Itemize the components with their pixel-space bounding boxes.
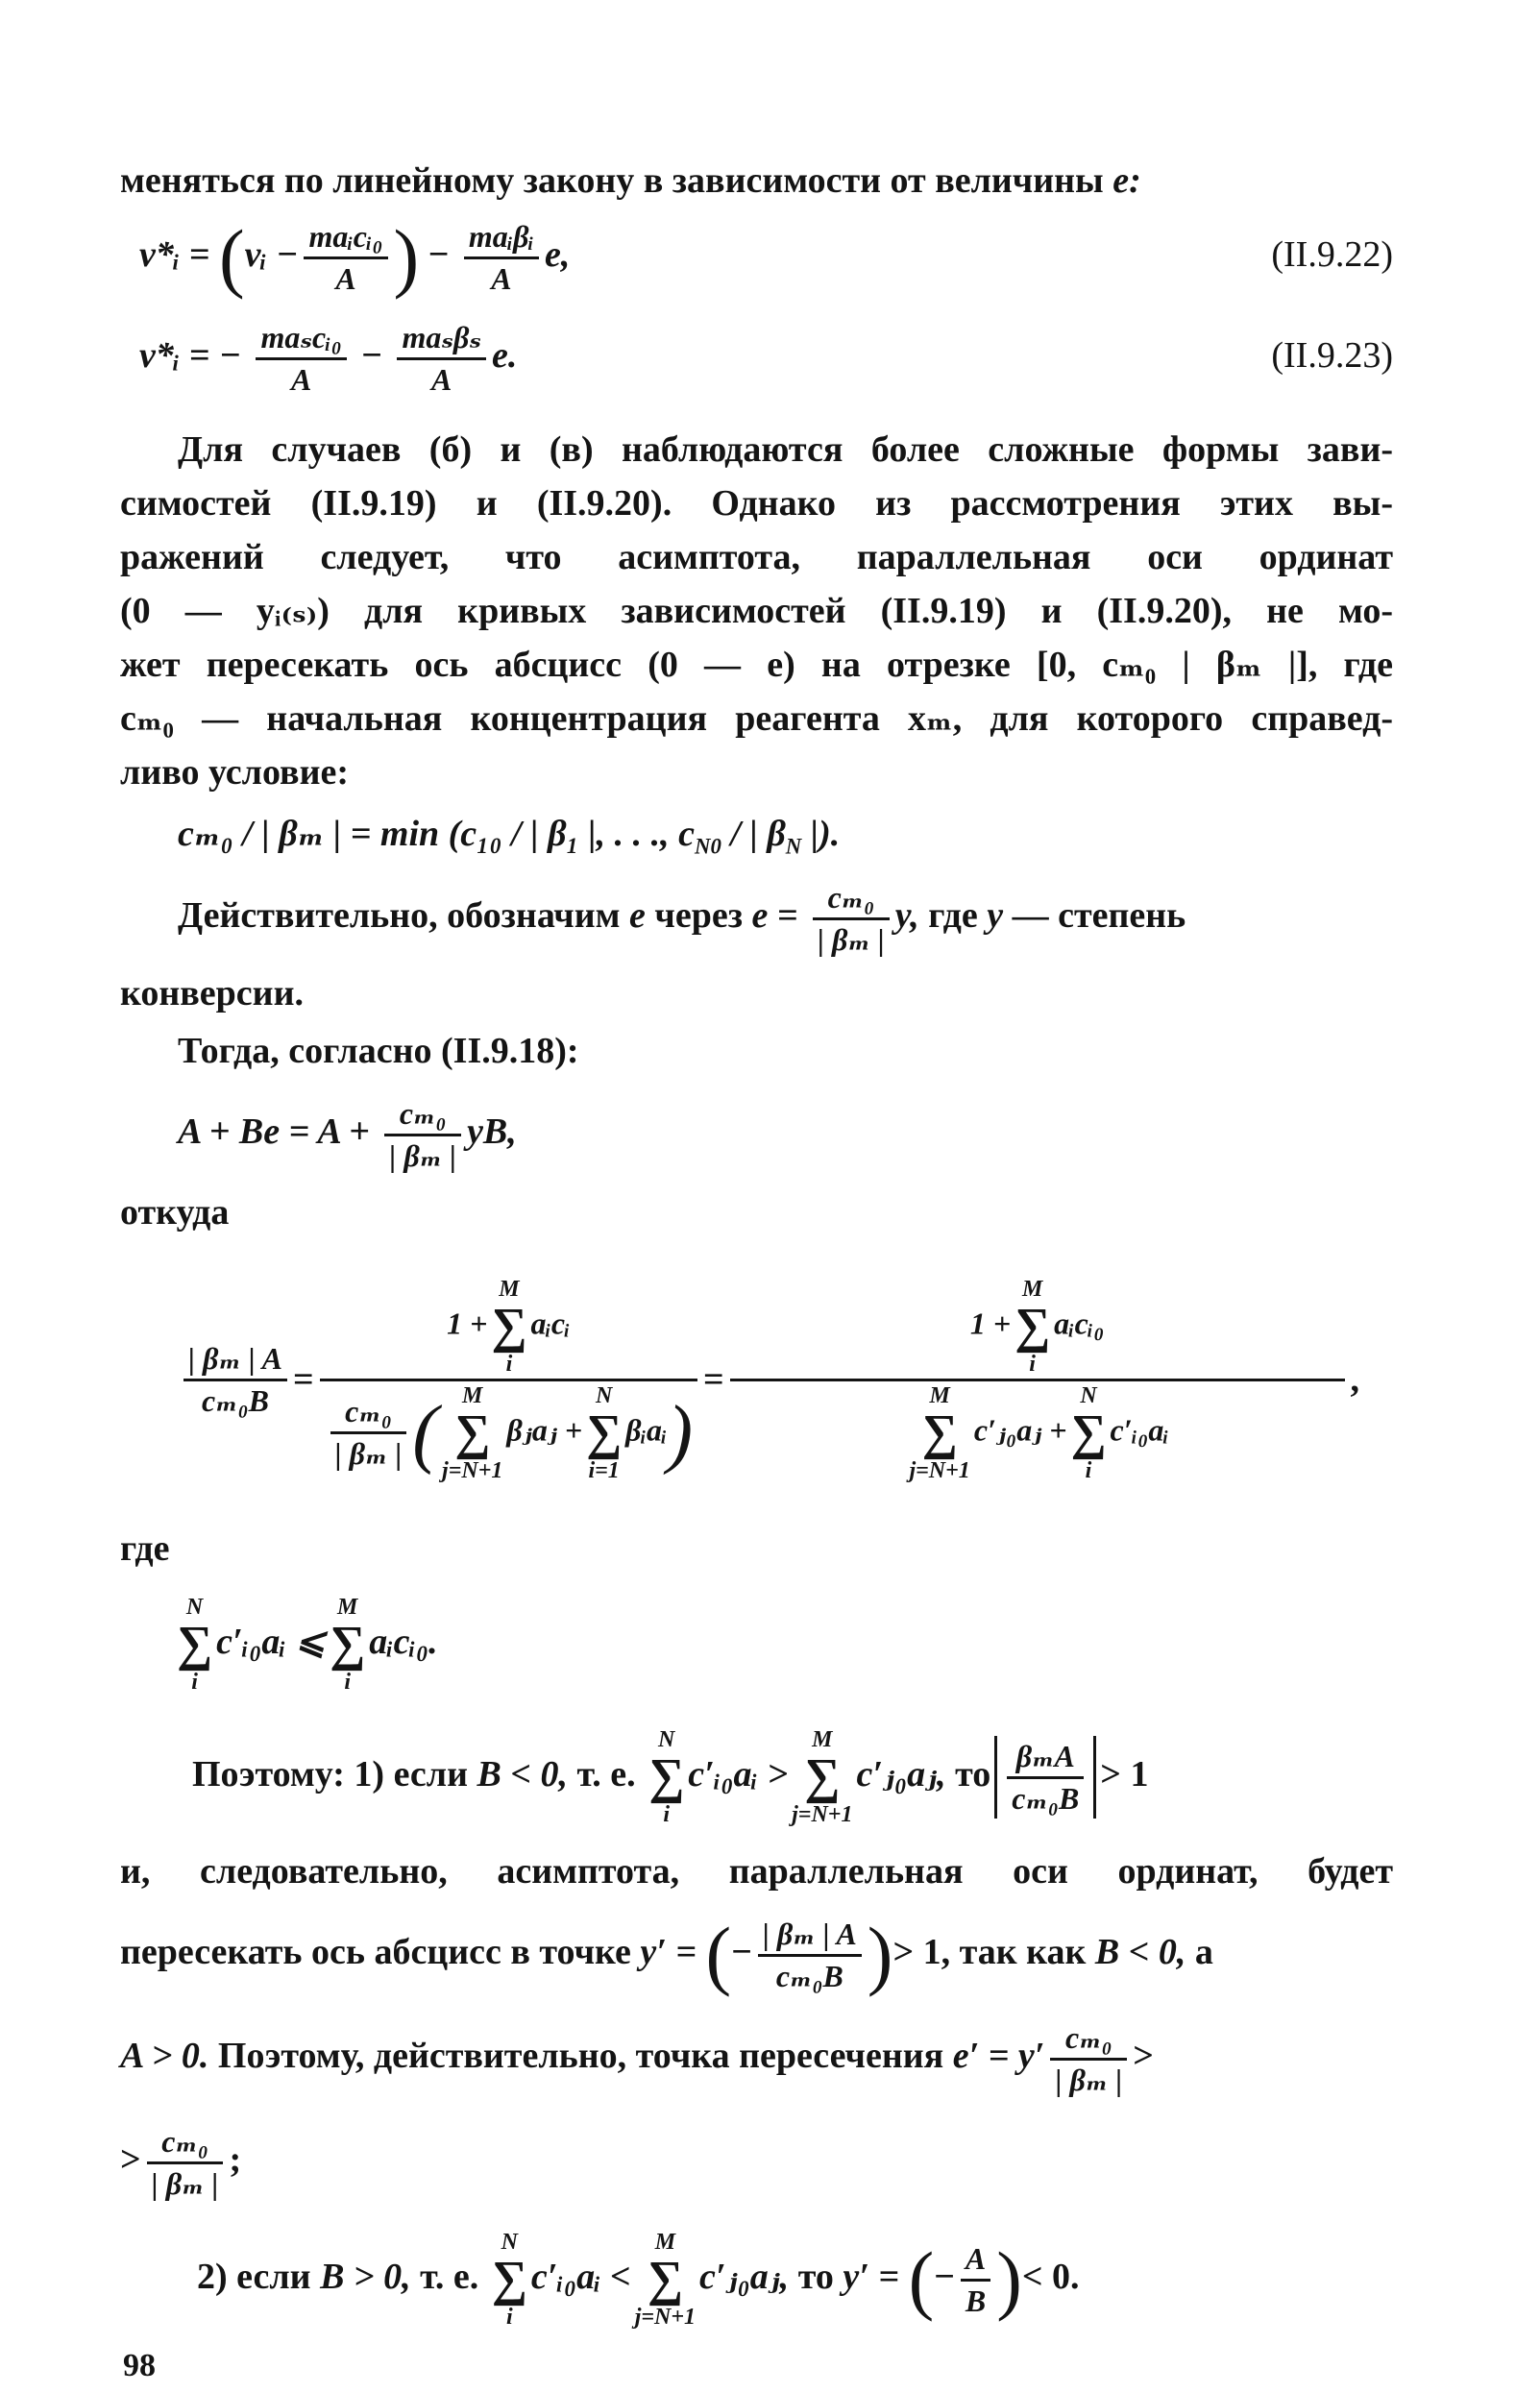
math: B < 0, [477,1754,568,1795]
math: e, [544,234,571,275]
math: e′ = y′ [952,2036,1045,2076]
limit: j=N+1 [634,2305,697,2331]
text-line [178,869,1393,962]
abs-bar [994,1736,997,1819]
numerator: cₘ₀ [330,1394,407,1434]
fraction [730,1277,1345,1483]
denominator: | βₘ | [151,2165,219,2201]
numerator: A [961,2241,990,2282]
case-1-line [192,1712,1393,1837]
numerator: | βₘ | A [183,1341,287,1381]
fraction [384,1096,461,1174]
limit: N [185,1595,204,1621]
math: B < 0, [1094,1932,1186,1972]
sum-operator: M ∑ i [1014,1276,1051,1377]
sum-operator: N ∑ i [177,1595,213,1696]
math: yB, [467,1111,517,1152]
math: |). [801,814,841,854]
numerator: maᵢcᵢ₀ [304,219,387,259]
limit: N [1080,1382,1097,1408]
denominator [320,1381,697,1483]
math: e = [751,895,807,936]
limit: i [344,1670,351,1696]
text-line: Для случаев (б) и (в) наблюдаются более сложные формы зави- [178,429,1393,470]
math: − [419,234,458,275]
math: ν*ᵢ = − [139,335,251,376]
math: c′ᵢ₀aᵢ [1110,1411,1169,1447]
math: ν*ᵢ = [139,234,219,275]
math: 1 + [969,1305,1012,1340]
math: A + Be = A + [178,1111,379,1152]
denominator: cₘ₀B [201,1382,269,1418]
denominator: A [431,361,452,397]
equation-number: (II.9.23) [1271,335,1393,376]
math: c′ᵢ₀aᵢ < [530,2257,631,2297]
math: = [292,1359,314,1400]
sum-operator: M ∑ j=N+1 [792,1727,853,1828]
fraction [320,1277,697,1483]
text-line: ражений следует, что асимптота, параллельная оси ординат [120,537,1393,577]
fraction [147,2124,224,2202]
text-line: Тогда, согласно (II.9.18): [178,1031,579,1071]
text-line: где [120,1528,170,1569]
limit: M [654,2230,676,2256]
denominator: A [491,260,512,296]
math: − [352,335,392,376]
fraction [961,2241,990,2319]
math: y′ = [640,1932,706,1972]
limit: j=N+1 [909,1457,970,1483]
limit: i [505,1351,513,1377]
math: − [731,1932,752,1972]
math: y [987,895,1004,936]
sum-operator: N ∑ i [491,2230,527,2331]
denominator: cₘ₀B [775,1958,843,1993]
limit: j=N+1 [442,1457,503,1483]
denominator: cₘ₀B [1012,1780,1080,1816]
limit: i=1 [588,1457,620,1483]
numerator: cₘ₀ [384,1096,461,1136]
text: а [1186,1932,1213,1972]
math: aᵢcᵢ₀ [1054,1305,1105,1340]
paren: ( [705,1913,732,1998]
limit: M [336,1595,358,1621]
text: где [918,895,988,936]
text-line [120,2008,1393,2104]
denominator: | βₘ | [334,1436,403,1471]
equation-a-be [178,1084,1451,1180]
paren: ) [867,1913,893,1998]
paren: ) [996,2237,1022,2323]
text: так как [950,1932,1095,1972]
math: y′ = [843,2257,909,2297]
fraction [1007,1739,1084,1817]
limit: i [663,1802,671,1828]
paren: ) [667,1390,694,1476]
math: > 1, [892,1932,951,1972]
math: c′ⱼ₀aⱼ, [856,1754,946,1795]
limit: M [929,1382,950,1408]
text: т. е. [568,1754,646,1795]
equation-inequality [173,1579,1446,1704]
math: / | β [721,814,786,854]
math: e. [491,335,518,376]
math: e [629,895,646,936]
text-line: ливо условие: [120,752,349,793]
text: Действительно, обозначим [178,895,630,936]
numerator: βₘA [1007,1739,1084,1779]
text-line: (0 — yᵢ₍ₛ₎) для кривых зависимостей (II.9.19) и (II.9.20), не мо- [120,591,1393,631]
equation-II-9-22 [120,207,1393,303]
text: пересекать ось абсцисс в точке [120,1932,641,1972]
text-line: cₘ₀ — начальная концентрация реагента xₘ, для которого справед- [120,698,1393,739]
denominator: | βₘ | [818,921,885,957]
numerator: cₘ₀ [1050,2020,1127,2061]
sum-operator: N ∑ i [648,1727,685,1828]
paren: ) [393,215,420,301]
limit: M [812,1727,833,1753]
abs-bar [1093,1736,1096,1819]
text: Поэтому: 1) если [192,1754,477,1795]
math: N0 [695,834,721,859]
math: y, [894,895,919,936]
math: > [120,2139,141,2180]
math: aᵢcᵢ [530,1305,571,1340]
text: — степень [1003,895,1186,936]
fraction [330,1394,407,1472]
equation-min [178,807,1451,874]
math: 1 + [447,1305,488,1340]
limit: i [505,2305,513,2331]
limit: j=N+1 [792,1802,853,1828]
math: βⱼaⱼ + [506,1411,583,1447]
numerator: cₘ₀ [813,880,890,920]
text-line [120,2112,1393,2208]
paragraph [120,423,1393,799]
limit: M [499,1276,520,1302]
math: ; [229,2139,242,2180]
fraction [1050,2020,1127,2098]
fraction [813,880,890,958]
fraction [304,219,387,297]
sum-operator: M ∑ j=N+1 [634,2230,697,2331]
fraction [183,1341,287,1419]
limit: M [462,1382,483,1408]
text: меняться по линейному закону в зависимости от величины [120,160,1113,201]
math: N [785,834,802,859]
equation-II-9-23 [120,307,1393,403]
sum-operator: M ∑ j=N+1 [909,1382,970,1483]
sum-operator: M ∑ i [330,1595,366,1696]
math: , [1350,1359,1359,1400]
math: < 0. [1021,2257,1080,2297]
math: aᵢcᵢ₀. [369,1622,438,1662]
limit: N [658,1727,675,1753]
text: через [645,895,752,936]
math: c′ᵢ₀aᵢ ⩽ [216,1622,327,1662]
denominator: A [335,260,356,296]
text: 2) если [197,2257,321,2297]
denominator: | βₘ | [1055,2062,1123,2097]
equation-ratio [178,1245,1359,1514]
math: = [703,1359,724,1400]
math: A > 0. [120,2036,209,2076]
numerator: | βₘ | A [758,1917,862,1957]
math: − [934,2257,955,2297]
sum-operator: N ∑ i=1 [586,1382,623,1483]
math-var: e: [1112,160,1141,201]
fraction [397,320,486,398]
text-line: откуда [120,1192,230,1233]
equation-number: (II.9.22) [1271,234,1393,275]
text-line: и, следовательно, асимптота, параллельная оси ординат, будет [120,1851,1393,1892]
limit: i [1029,1351,1036,1377]
text-line [120,154,1393,208]
math: > 1 [1100,1754,1149,1795]
math: c′ⱼ₀aⱼ, [699,2257,790,2297]
fraction [256,320,346,398]
case-2-line [197,2210,1393,2344]
denominator [730,1381,1345,1483]
limit: M [1021,1276,1043,1302]
math: βᵢaᵢ [625,1411,668,1447]
limit: N [501,2230,518,2256]
limit: i [1085,1457,1092,1483]
limit: i [191,1670,198,1696]
numerator [320,1277,697,1381]
text: Поэтому, действительно, точка пересечения [208,2036,953,2076]
fraction [464,219,539,297]
text: то [789,2257,843,2297]
text-line: симостей (II.9.19) и (II.9.20). Однако из рассмотрения этих вы- [120,483,1393,524]
sum-operator: M ∑ i [491,1276,527,1377]
numerator: maᵢβᵢ [464,219,539,259]
text-line [120,1904,1393,2000]
denominator: A [290,361,312,397]
text-line: жет пересекать ось абсцисс (0 — e) на отрезке [0, cₘ₀ | βₘ |], где [120,645,1393,685]
numerator: maₛβₛ [397,320,486,360]
math: c′ⱼ₀aⱼ + [973,1411,1067,1447]
denominator: B [965,2283,987,2318]
page-number: 98 [123,2348,156,2383]
text: то [945,1754,991,1795]
paren: ( [218,215,245,301]
fraction [758,1917,862,1994]
math: B > 0, [320,2257,411,2297]
math: c′ᵢ₀aᵢ > [688,1754,789,1795]
sum-operator: M ∑ j=N+1 [442,1382,503,1483]
numerator: cₘ₀ [147,2124,224,2164]
denominator: | βₘ | [389,1137,457,1173]
numerator: maₛcᵢ₀ [256,320,346,360]
text: т. е. [410,2257,488,2297]
math: νᵢ − [244,234,299,275]
numerator [730,1277,1345,1381]
math: > [1133,2036,1154,2076]
sum-operator: N ∑ i [1070,1382,1107,1483]
paren: ( [908,2237,935,2323]
text-line: конверсии. [120,973,304,1013]
math: cₘ₀ / | βₘ | = min (c₁₀ / | β₁ |, . . ., c [178,814,696,854]
paren: ( [412,1390,439,1476]
limit: N [595,1382,613,1408]
